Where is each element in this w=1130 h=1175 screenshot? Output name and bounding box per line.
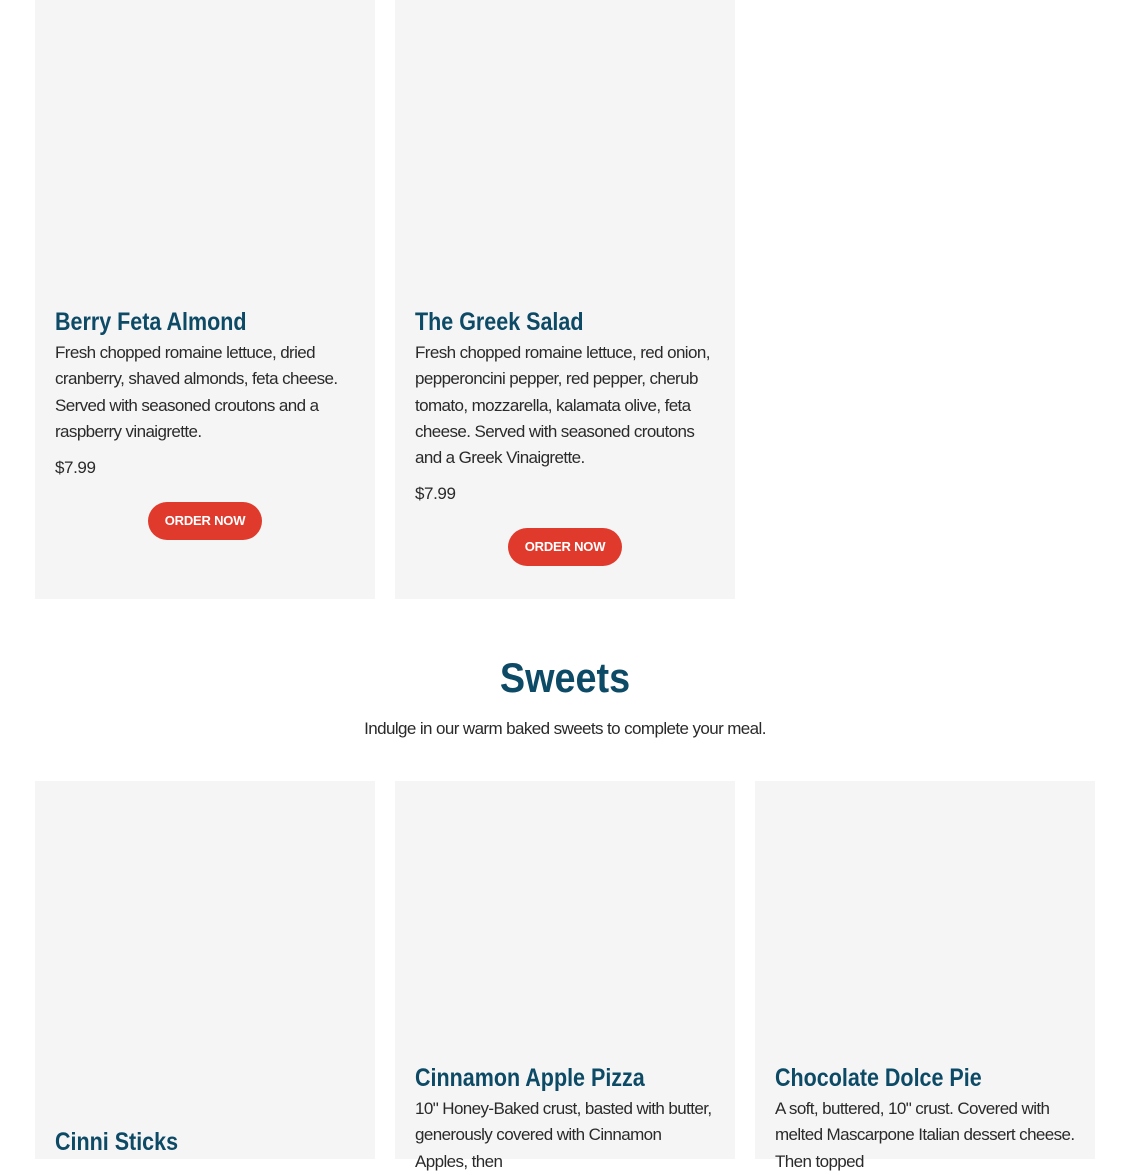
- item-title: Berry Feta Almond: [55, 308, 247, 336]
- item-image: [755, 781, 1095, 1062]
- item-description: A soft, buttered, 10" crust. Covered with melted Mascarpone Italian dessert cheese. Then topped: [775, 1099, 1075, 1171]
- item-title: Cinni Sticks: [55, 1128, 179, 1156]
- item-description: Fresh chopped romaine lettuce, dried cranberry, shaved almonds, feta cheese. Served with seasoned croutons and a raspberry vinaigrette.: [55, 343, 338, 441]
- menu-card-cinnamon-apple-pizza: [395, 781, 735, 1171]
- order-now-button[interactable]: ORDER NOW: [148, 502, 262, 540]
- item-title: Chocolate Dolce Pie: [775, 1064, 982, 1092]
- section-subtitle: Indulge in our warm baked sweets to complete your meal.: [364, 719, 766, 738]
- menu-card-cinni-sticks: [35, 781, 375, 1159]
- item-title: The Greek Salad: [415, 308, 584, 336]
- menu-card-chocolate-dolce-pie: [755, 781, 1095, 1171]
- item-image: [395, 0, 735, 306]
- section-title: Sweets: [499, 654, 631, 701]
- menu-card-greek-salad: [395, 0, 735, 599]
- item-price: $7.99: [415, 484, 456, 504]
- menu-card-berry-feta-almond: [35, 0, 375, 599]
- item-description: 10" Honey-Baked crust, basted with butter, generously covered with Cinnamon Apples, then: [415, 1099, 712, 1171]
- item-image: [35, 781, 375, 1126]
- item-title: Cinnamon Apple Pizza: [415, 1064, 645, 1092]
- item-image: [395, 781, 735, 1062]
- item-description: Fresh chopped romaine lettuce, red onion, pepperoncini pepper, red pepper, cherub tomato, mozzarella, kalamata olive, feta cheese. Served with seasoned croutons and a Greek Vinaigrette.: [415, 343, 710, 468]
- item-image: [35, 0, 375, 306]
- order-now-button[interactable]: ORDER NOW: [508, 528, 622, 566]
- item-price: $7.99: [55, 458, 96, 478]
